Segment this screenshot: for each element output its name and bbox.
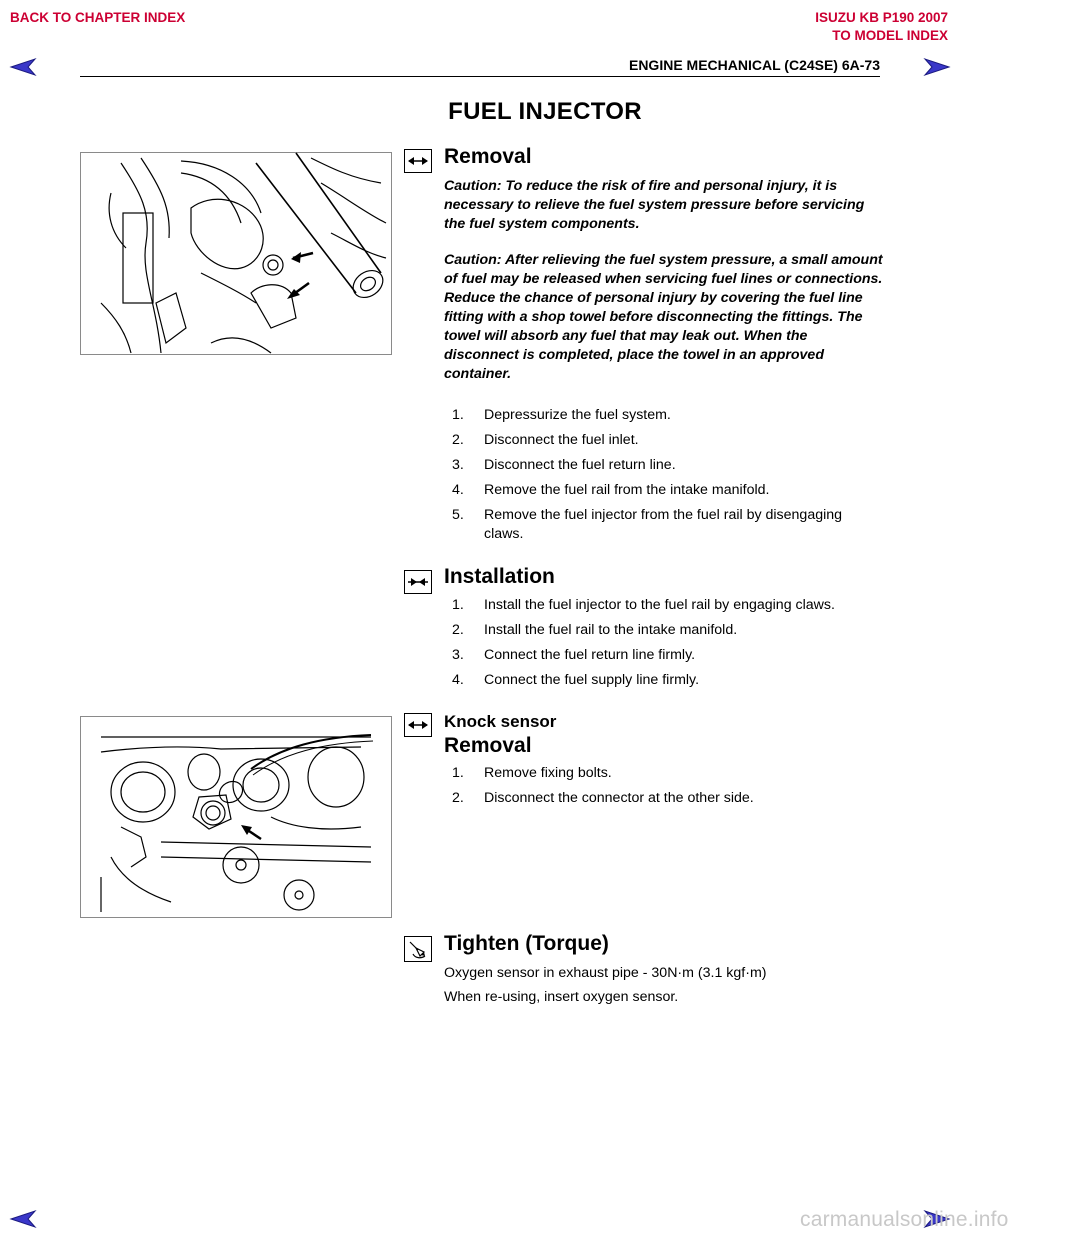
removal-heading: Removal — [444, 145, 532, 168]
list-item: 4. Remove the fuel rail from the intake manifold. — [452, 482, 770, 498]
header-rule — [80, 76, 880, 77]
list-item: 3. Connect the fuel return line firmly. — [452, 647, 696, 663]
to-model-index-link[interactable]: TO MODEL INDEX — [832, 28, 948, 43]
list-item: 2. Disconnect the fuel inlet. — [452, 432, 639, 448]
installation-heading: Installation — [444, 565, 555, 588]
fuel-rail-illustration — [80, 152, 392, 355]
knock-sensor-heading: Knock sensor — [444, 712, 557, 731]
installation-steps — [452, 596, 884, 696]
torque-wrench-icon — [404, 936, 432, 962]
knock-removal-arrows-icon — [404, 713, 432, 737]
list-item: 4. Connect the fuel supply line firmly. — [452, 672, 700, 688]
installation-arrows-icon — [404, 570, 432, 594]
list-item: 2. Disconnect the connector at the other side. — [452, 790, 754, 806]
knock-removal-steps — [452, 764, 884, 814]
page-title: FUEL INJECTOR — [448, 98, 642, 125]
list-item: 3. Disconnect the fuel return line. — [452, 457, 676, 473]
back-to-chapter-index-link[interactable]: BACK TO CHAPTER INDEX — [10, 10, 186, 25]
list-item: 1. Remove fixing bolts. — [452, 765, 612, 781]
tighten-heading: Tighten (Torque) — [444, 932, 609, 955]
prev-page-arrow-icon-bottom[interactable] — [10, 1210, 36, 1228]
removal-steps — [452, 406, 884, 550]
watermark: carmanualsonline.info — [800, 1208, 1009, 1231]
knock-sensor-illustration — [80, 716, 392, 918]
list-item: 1. Depressurize the fuel system. — [452, 407, 671, 423]
knock-removal-heading: Removal — [444, 734, 532, 757]
list-item: 2. Install the fuel rail to the intake manifold. — [452, 622, 738, 638]
caution-fuel-pressure: Caution: To reduce the risk of fire and personal injury, it is necessary to relieve the fuel system pressure before servicing the fuel system components. — [444, 178, 865, 232]
prev-page-arrow-icon[interactable] — [10, 58, 36, 76]
page-header-title: ENGINE MECHANICAL (C24SE) 6A-73 — [628, 57, 880, 73]
caution-fuel-release: Caution: After relieving the fuel system pressure, a small amount of fuel may be released when servicing fuel lines or connections. Reduce the chance of personal injury by covering the fuel line fitting with a shop towel before disconnecting the fittings. The towel will absorb any fuel that may leak out. When the disconnect is completed, place the towel in an approved container. — [444, 252, 883, 382]
next-page-arrow-icon[interactable] — [924, 58, 950, 76]
list-item: 1. Install the fuel injector to the fuel rail by engaging claws. — [452, 597, 835, 613]
torque-spec-text: Oxygen sensor in exhaust pipe - 30N·m (3.1 kgf·m) — [444, 965, 767, 981]
oxygen-sensor-note: When re-using, insert oxygen sensor. — [444, 989, 679, 1005]
model-name-link[interactable]: ISUZU KB P190 2007 — [815, 10, 948, 25]
list-item: 5. Remove the fuel injector from the fuel rail by disengaging claws. — [452, 507, 843, 542]
removal-arrows-icon — [404, 149, 432, 173]
